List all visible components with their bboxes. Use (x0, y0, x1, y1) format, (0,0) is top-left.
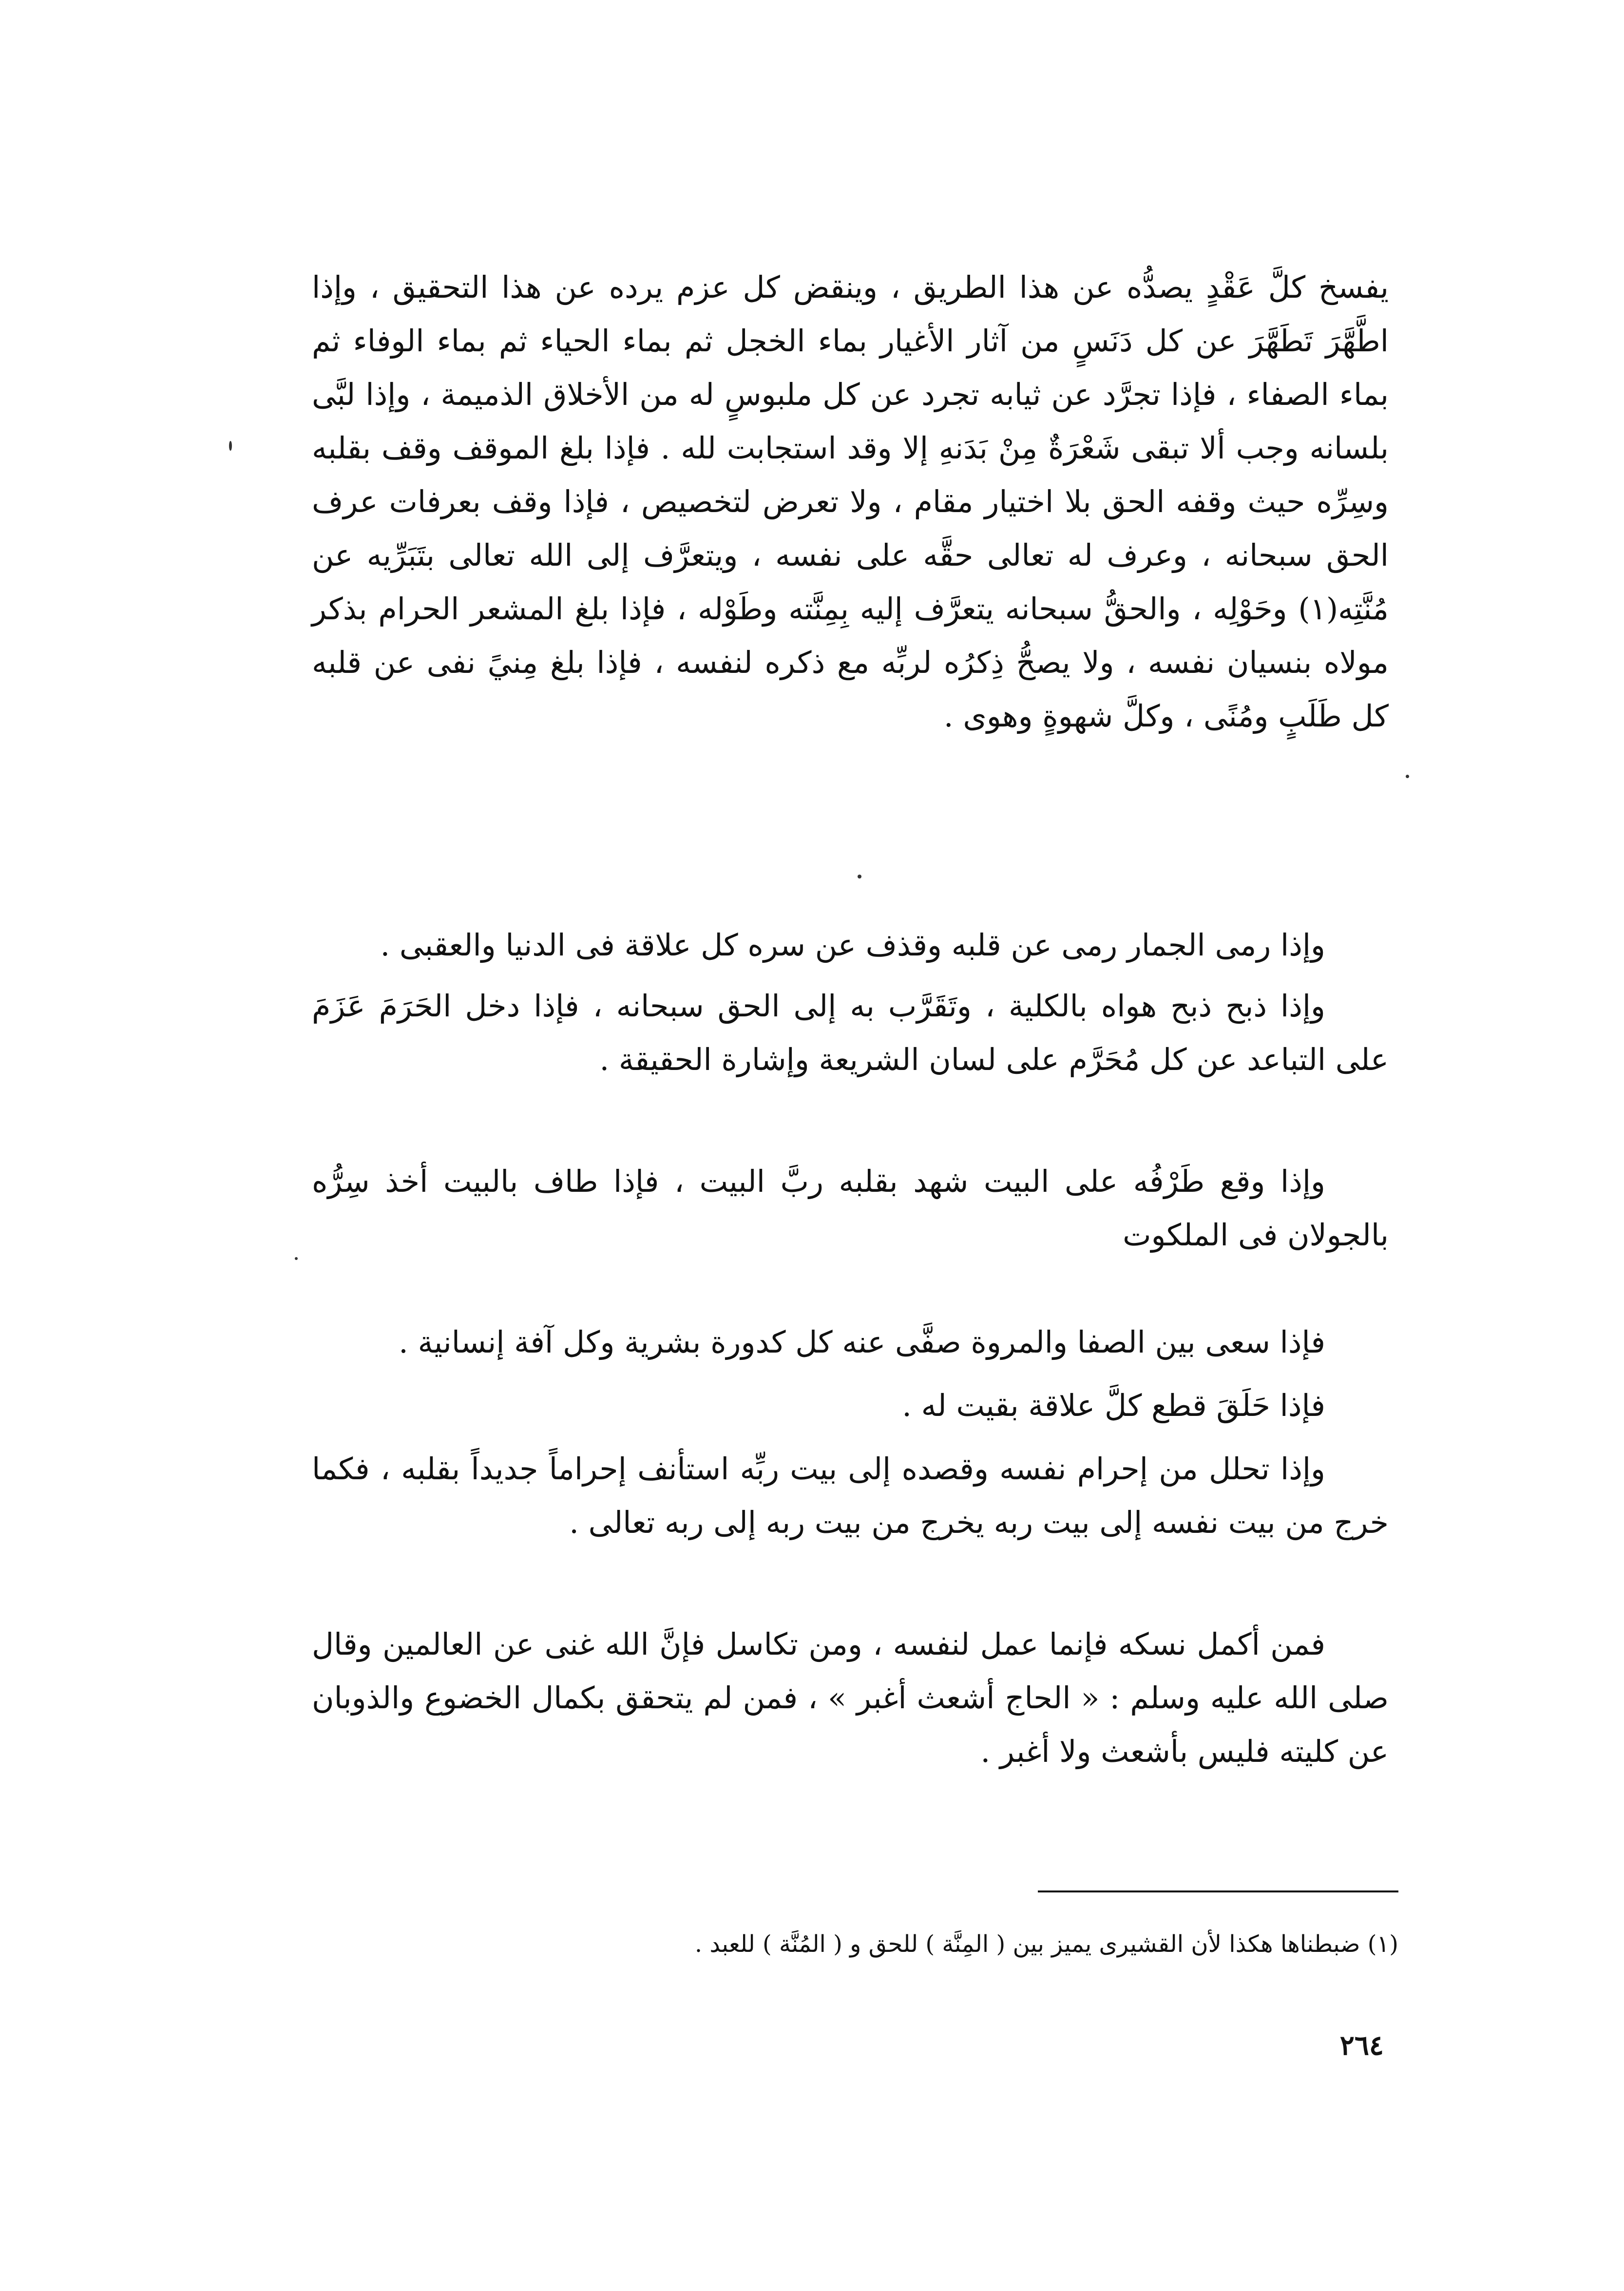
paragraph-new-ihram: وإذا تحلل من إحرام نفسه وقصده إلى بيت ربِّه استأنف إحراماً جديداً بقلبه ، فكما خرج من بيت نفسه إلى بيت ربه يخرج من بيت ربه إلى ربه تعالى . (312, 1451, 1389, 1540)
scan-speck (1406, 775, 1409, 778)
scan-speck (858, 875, 861, 878)
scan-speck (295, 1257, 298, 1260)
paragraph-completion: فمن أكمل نسكه فإنما عمل لنفسه ، ومن تكاسل فإنَّ الله غنى عن العالمين وقال صلى الله عليه وسلم : « الحاج أشعث أغبر » ، فمن لم يتحقق بكمال الخضوع والذوبان عن كليته فليس بأشعث ولا أغبر . (312, 1626, 1389, 1769)
paragraph-sacrifice: وإذا ذبح ذبح هواه بالكلية ، وتَقَرَّب به إلى الحق سبحانه ، فإذا دخل الحَرَمَ عَزَمَ على التباعد عن كل مُحَرَّم على لسان الشريعة وإشارة الحقيقة . (312, 988, 1389, 1077)
paragraph-hajj-stages: يفسخ كلَّ عَقْدٍ يصدُّه عن هذا الطريق ، وينقض كل عزم يرده عن هذا التحقيق ، وإذا اطَّهَّرَ تَطَهَّرَ عن كل دَنَسٍ من آثار الأغيار بماء الخجل ثم بماء الحياء ثم بماء الوفاء ثم بماء الصفاء ، فإذا تجرَّد عن ثيابه تجرد عن كل ملبوسٍ له من الأخلاق الذميمة ، وإذا لبَّى بلسانه وجب ألا تبقى شَعْرَةٌ مِنْ بَدَنهِ إلا وقد استجابت لله . فإذا بلغ الموقف وقف بقلبه وسِرِّه حيث وقفه الحق بلا اختيار مقام ، ولا تعرض لتخصيص ، فإذا وقف بعرفات عرف الحق سبحانه ، وعرف له تعالى حقَّه على نفسه ، ويتعرَّف إلى الله تعالى بتَبَرِّيه عن مُنَّتِه(١) وحَوْلِه ، والحقُّ سبحانه يتعرَّف إليه بِمِنَّته وطَوْله ، فإذا بلغ المشعر الحرام بذكر مولاه بنسيان نفسه ، ولا يصحُّ ذِكرُه لربِّه مع ذكره لنفسه ، فإذا بلغ مِنيً نفى عن قلبه كل طَلَبٍ ومُنًى ، وكلَّ شهوةٍ وهوى . (312, 269, 1389, 734)
paragraph-shaving: فإذا حَلَقَ قطع كلَّ علاقة بقيت له . (902, 1388, 1325, 1423)
scan-speck (229, 441, 232, 451)
page-number: ٢٦٤ (1339, 2029, 1384, 2062)
footnote: (١) ضبطناها هكذا لأن القشيرى يميز بين ( المِنَّة ) للحق و ( المُنَّة ) للعبد . (694, 1930, 1398, 1958)
footnote-divider (1038, 1890, 1398, 1892)
paragraph-sai: فإذا سعى بين الصفا والمروة صفَّى عنه كل كدورة بشرية وكل آفة إنسانية . (399, 1324, 1325, 1360)
paragraph-tawaf: وإذا وقع طَرْفُه على البيت شهد بقلبه ربَّ البيت ، فإذا طاف بالبيت أخذ سِرُّه بالجولان فى الملكوت (312, 1164, 1389, 1253)
paragraph-stoning: وإذا رمى الجمار رمى عن قلبه وقذف عن سره كل علاقة فى الدنيا والعقبى . (380, 927, 1325, 963)
